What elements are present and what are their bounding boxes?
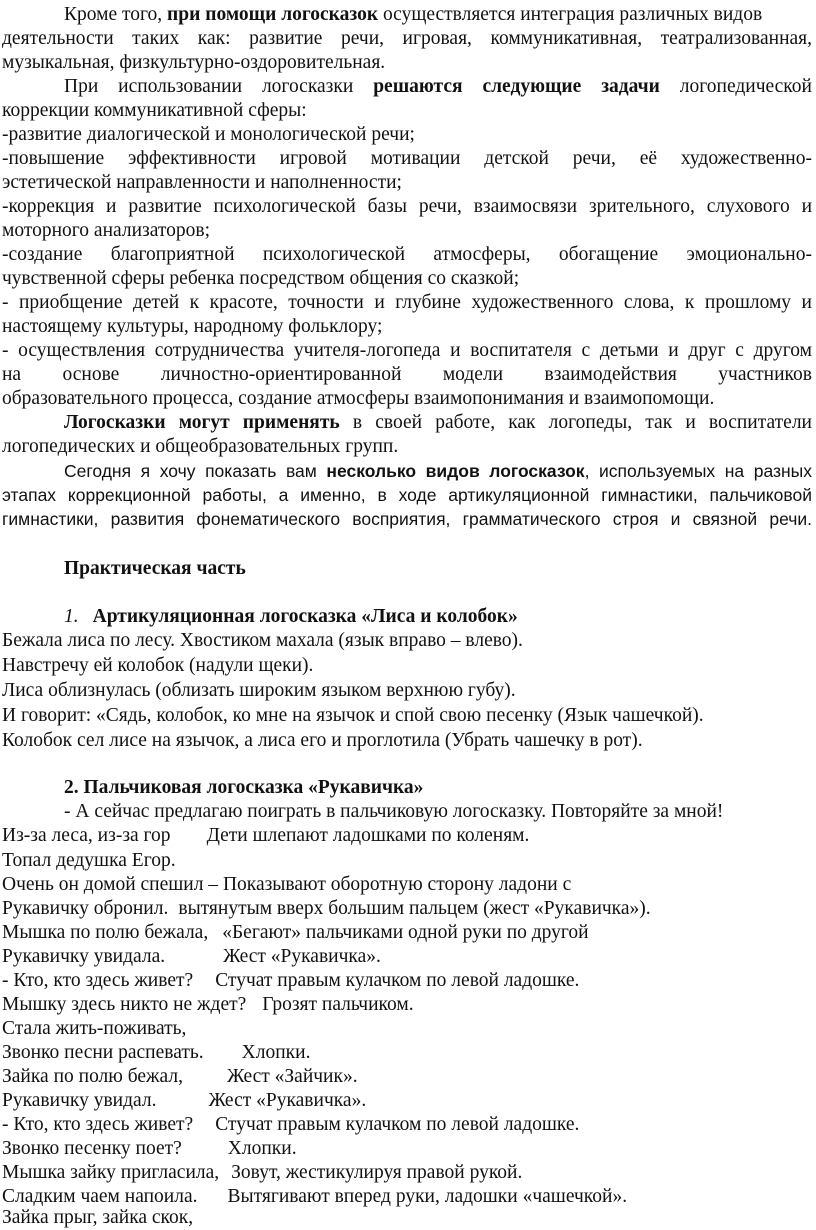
poem-verse: Звонко песенку поет? — [2, 1138, 182, 1159]
poem-action: Вытягивают вперед руки, ладошки «чашечкой». — [227, 1186, 628, 1207]
text-run: Сегодня я хочу показать вам — [64, 461, 327, 481]
today-line3: гимнастики, развития фонематического восприятия, грамматического строя и связной речи. — [2, 509, 812, 529]
text-run: Кроме того, — [64, 4, 168, 25]
poem-action: Стучат правым кулачком по левой ладошке. — [215, 1114, 580, 1135]
poem-row — [2, 875, 571, 895]
bold-phrase: решаются следующие задачи — [373, 76, 660, 97]
poem-action: Жест «Зайчик». — [226, 1066, 358, 1087]
task-item-1: -развитие диалогической и монологической речи; — [2, 124, 415, 145]
task-item-4-line1: -создание благоприятной психологической атмосферы, обогащение эмоционально- — [2, 244, 812, 265]
poem-verse: Зайка прыг, зайка скок, — [2, 1207, 194, 1228]
intro-p2-line1 — [64, 77, 812, 97]
task-item-6-line1: - осуществления сотрудничества учителя-логопеда и воспитателя с детьми и друг с другом — [2, 340, 812, 361]
section1-line: И говорит: «Сядь, колобок, ко мне на язычок и спой свою песенку (Язык чашечкой). — [2, 705, 704, 726]
poem-verse: - Кто, кто здесь живет? — [2, 970, 194, 991]
poem-row — [2, 1019, 186, 1039]
intro-p1-line2: деятельности таких как: развитие речи, игровая, коммуникативная, театрализованная, — [2, 28, 812, 49]
practical-heading: Практическая часть — [64, 558, 246, 579]
apply-line1 — [64, 413, 812, 433]
task-item-4-line2: чувственной сферы ребенка посредством общения со сказкой; — [2, 268, 520, 289]
section2-title: 2. Пальчиковая логосказка «Рукавичка» — [64, 777, 424, 798]
task-item-3-line1: -коррекция и развитие психологической базы речи, взаимосвязи зрительного, слухового и — [2, 196, 812, 217]
task-item-5-line1: - приобщение детей к красоте, точности и глубине художественного слова, к прошлому и — [2, 292, 812, 313]
poem-action: вытянутым вверх большим пальцем (жест «Рукавичка»). — [178, 898, 651, 919]
poem-verse: Стала жить-поживать, — [2, 1018, 187, 1039]
poem-row — [2, 1115, 579, 1135]
intro-p2-line2: коррекции коммуникативной сферы: — [2, 100, 307, 121]
today-line1 — [64, 463, 812, 481]
poem-verse: Зайка по полю бежал, — [2, 1066, 183, 1087]
poem-action: Хлопки. — [227, 1138, 297, 1159]
poem-row — [2, 923, 589, 943]
intro-p1-line3: музыкальная, физкультурно-оздоровительная. — [2, 52, 386, 73]
text-run: логопедической — [659, 76, 812, 97]
poem-row — [2, 851, 176, 871]
poem-action: Дети шлепают ладошками по коленям. — [206, 825, 530, 846]
section2-intro: - А сейчас предлагаю поиграть в пальчиковую логосказку. Повторяйте за мной! — [64, 801, 724, 822]
poem-verse: Звонко песни распевать. — [2, 1042, 204, 1063]
text-run: в своей работе, как логопеды, так и воспитатели — [339, 412, 812, 433]
text-run: осуществляется интеграция различных видов — [378, 4, 763, 25]
section1-line: Бежала лиса по лесу. Хвостиком махала (язык вправо – влево). — [2, 630, 523, 651]
poem-row — [2, 1208, 193, 1228]
section1-line: Навстречу ей колобок (надули щеки). — [2, 655, 314, 676]
poem-action: Грозят пальчиком. — [262, 994, 414, 1015]
task-item-6-line2: на основе личностно-ориентированной модели взаимодействия участников — [2, 364, 812, 385]
poem-row — [2, 947, 381, 967]
poem-verse: Рукавичку увидала. — [2, 946, 166, 967]
poem-row — [2, 1163, 522, 1183]
task-item-2-line1: -повышение эффективности игровой мотивации детской речи, её художественно- — [2, 148, 812, 169]
poem-row — [2, 995, 414, 1015]
poem-row — [2, 1139, 297, 1159]
poem-verse: Мышка по полю бежала, — [2, 922, 209, 943]
section1-number: 1. — [64, 606, 79, 627]
text-run: При использовании логосказки — [64, 76, 374, 97]
poem-action: «Бегают» пальчиками одной руки по другой — [222, 922, 589, 943]
poem-verse: Очень он домой спешил – — [2, 874, 219, 895]
bold-phrase: при помощи логосказок — [167, 4, 379, 25]
poem-verse: Сладким чаем напоила. — [2, 1186, 198, 1207]
poem-verse: Из-за леса, из-за гор — [2, 825, 171, 846]
intro-p1-line1 — [64, 5, 762, 25]
poem-row — [2, 971, 579, 991]
poem-action: Хлопки. — [241, 1042, 311, 1063]
bold-phrase: Логосказки могут применять — [64, 412, 340, 433]
task-item-3-line2: моторного анализаторов; — [2, 220, 210, 241]
poem-action: Жест «Рукавичка». — [223, 946, 381, 967]
section1-line: Колобок сел лисе на язычок, а лиса его и проглотила (Убрать чашечку в рот). — [2, 730, 643, 751]
task-item-6-line3: образовательного процесса, создание атмосферы взаимопонимания и взаимопомощи. — [2, 388, 715, 409]
poem-verse: Рукавичку обронил. — [2, 898, 169, 919]
poem-verse: - Кто, кто здесь живет? — [2, 1114, 194, 1135]
poem-verse: Мышку здесь никто не ждет? — [2, 994, 247, 1015]
task-item-2-line2: эстетической направленности и наполненности; — [2, 172, 402, 193]
section1-title: Артикуляционная логосказка «Лиса и колобок» — [92, 606, 518, 627]
poem-verse: Топал дедушка Егор. — [2, 850, 176, 871]
poem-row — [2, 1187, 627, 1207]
poem-action: Жест «Рукавичка». — [208, 1090, 367, 1111]
text-run: , используемых на разных — [584, 461, 813, 481]
poem-action: Стучат правым кулачком по левой ладошке. — [215, 970, 580, 991]
poem-action: Показывают оборотную сторону ладони с — [222, 874, 572, 895]
apply-line2: логопедических и общеобразовательных групп. — [2, 436, 399, 457]
poem-row — [2, 899, 651, 919]
poem-row — [2, 1091, 366, 1111]
section1-line: Лиса облизнулась (облизать широким языком верхнюю губу). — [2, 680, 516, 701]
today-line2: этапах коррекционной работы, а именно, в ходе артикуляционной гимнастики, пальчиковой — [2, 485, 812, 505]
task-item-5-line2: настоящему культуры, народному фольклору; — [2, 316, 383, 337]
poem-verse: Мышка зайку пригласила, — [2, 1162, 220, 1183]
poem-action: Зовут, жестикулируя правой рукой. — [231, 1162, 523, 1183]
poem-row — [2, 1067, 358, 1087]
bold-phrase: несколько видов логосказок — [326, 461, 585, 481]
section1-heading — [64, 607, 518, 627]
poem-verse: Рукавичку увидал. — [2, 1090, 157, 1111]
poem-row — [2, 1043, 310, 1063]
poem-row — [2, 826, 529, 846]
